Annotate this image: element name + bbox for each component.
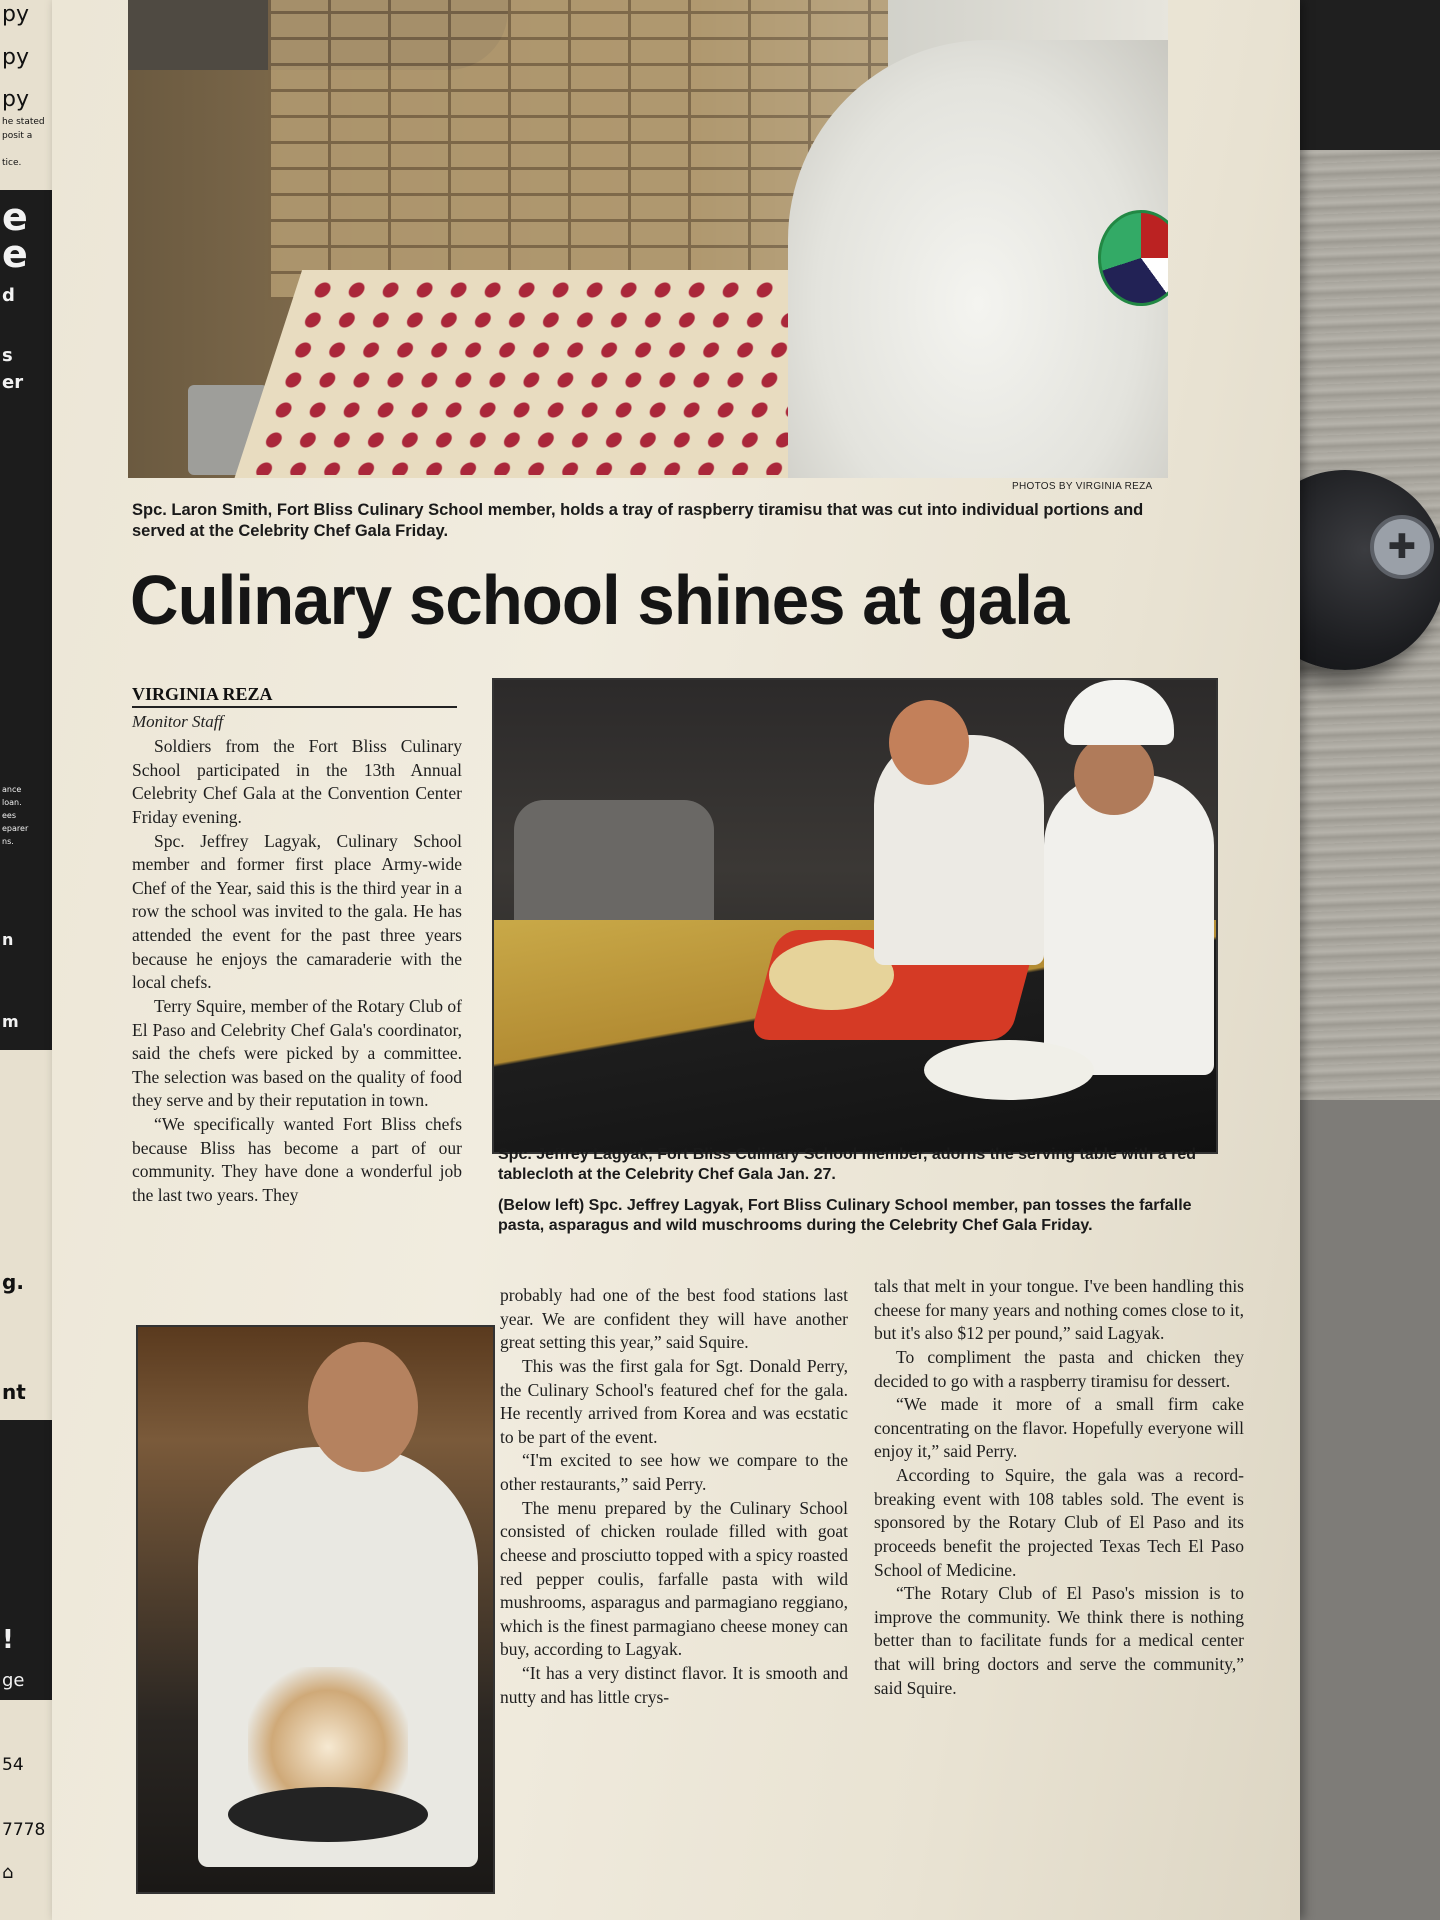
- byline-role: Monitor Staff: [132, 712, 224, 731]
- caption-below-left-photo: (Below left) Spc. Jeffrey Lagyak, Fort Bliss Culinary School member, pan tosses the farfalle pasta, asparagus and wild muschrooms during the Celebrity Chef Gala Friday.: [498, 1197, 1192, 1234]
- fragment: n: [2, 930, 14, 949]
- fragment: nt: [2, 1380, 26, 1404]
- fragment: eparer: [2, 824, 29, 833]
- paragraph: “We specifically wanted Fort Bliss chefs because Bliss has become a part of our community. They have done a wonderful job the last two years. They: [132, 1114, 462, 1205]
- fragment: posit a: [2, 131, 33, 141]
- fragment: ge: [2, 1670, 25, 1691]
- paragraph: “The Rotary Club of El Paso's mission is to improve the community. We think there is nothing better than to facilitate funds for a medical center that will bring doctors and serve the community,” said Squire.: [874, 1583, 1244, 1698]
- caption-middle-photo: Spc. Jeffrey Lagyak, Fort Bliss Culinary School member, adorns the serving table with a red tablecloth at the Celebrity Chef Gala Jan. 27.: [498, 1146, 1196, 1183]
- fragment: d: [2, 285, 15, 306]
- paragraph: Terry Squire, member of the Rotary Club of El Paso and Celebrity Chef Gala's coordinator, said the chefs were picked by a committee. The selection was based on the quality of food they serve and by their reputation in town.: [132, 995, 462, 1111]
- fragment: !: [2, 1625, 14, 1655]
- fragment: loan.: [2, 798, 22, 807]
- photo-serving-table: [492, 678, 1218, 1154]
- fragment: 7778: [2, 1820, 46, 1840]
- fragment: tice.: [2, 158, 22, 168]
- paragraph: “We made it more of a small firm cake concentrating on the flavor. Hopefully everyone will enjoy it,” said Perry.: [874, 1394, 1244, 1462]
- headline: Culinary school shines at gala: [130, 561, 1069, 639]
- caption-top-photo: Spc. Laron Smith, Fort Bliss Culinary School member, holds a tray of raspberry tiramisu that was cut into individual portions and served at the Celebrity Chef Gala Friday.: [132, 501, 1144, 540]
- byline: VIRGINIA REZA: [132, 684, 457, 708]
- article-column-3: [874, 1275, 1244, 1700]
- chef-male-head: [889, 700, 969, 785]
- fragment: e: [2, 232, 28, 276]
- fragment: m: [2, 1012, 19, 1031]
- fragment: s: [2, 345, 13, 366]
- chef-female-head: [1074, 735, 1154, 815]
- fragment: py: [2, 2, 29, 27]
- pan: [228, 1787, 428, 1842]
- plate: [924, 1040, 1094, 1100]
- paragraph: Spc. Jeffrey Lagyak, Culinary School member and former first place Army-wide Chef of the Year, said this is the third year in a row the school was invited to the gala. He has attended the event for the past three years because he enjoys the camaraderie with the local chefs.: [132, 830, 462, 993]
- photo-credit: PHOTOS BY VIRGINIA REZA: [1012, 481, 1153, 492]
- chef-head: [308, 1342, 418, 1472]
- black-box: [0, 1420, 56, 1700]
- photo-tiramisu-tray: [128, 0, 1168, 478]
- plus-screw-icon: ✚: [1370, 515, 1434, 579]
- paragraph: “I'm excited to see how we compare to the other restaurants,” said Perry.: [500, 1450, 848, 1494]
- article-column-2: [500, 1284, 848, 1709]
- fragment: he stated: [2, 117, 45, 127]
- black-box: [0, 470, 56, 1050]
- fragment: g.: [2, 1270, 24, 1294]
- previous-page-margin: [0, 0, 58, 1920]
- home-icon: ⌂: [2, 1862, 14, 1883]
- paragraph: This was the first gala for Sgt. Donald Perry, the Culinary School's featured chef for the gala. He recently arrived from Korea and was ecstatic to be part of the event.: [500, 1355, 848, 1447]
- paragraph: According to Squire, the gala was a record-breaking event with 108 tables sold. The event is sponsored by the Rotary Club of El Paso and its proceeds benefit the projected Texas Tech El Paso School of Medicine.: [874, 1465, 1244, 1580]
- fragment: er: [2, 372, 24, 393]
- fragment: py: [2, 45, 29, 70]
- paragraph: probably had one of the best food stations last year. We are confident they will have another great setting this year,” said Squire.: [500, 1285, 848, 1353]
- fragment: py: [2, 87, 29, 112]
- fragment: e: [2, 195, 28, 239]
- fragment: ance: [2, 785, 22, 794]
- paragraph: “It has a very distinct flavor. It is smooth and nutty and has little crys-: [500, 1663, 848, 1707]
- paragraph: Soldiers from the Fort Bliss Culinary School participated in the 13th Annual Celebrity Chef Gala at the Convention Center Friday evening.: [132, 736, 462, 827]
- paragraph: The menu prepared by the Culinary School consisted of chicken roulade filled with goat cheese and prosciutto topped with a spicy roasted red pepper coulis, farfalle pasta with wild mushrooms, asparagus and parmagiano reggiano, which is the finest parmagiano cheese money can buy, according to Lagyak.: [500, 1497, 848, 1660]
- chef-hat: [1064, 680, 1174, 745]
- paragraph: tals that melt in your tongue. I've been handling this cheese for many years and nothing comes close to it, but it's also $12 per pound,” said Lagyak.: [874, 1276, 1244, 1344]
- photo-pan-toss: [136, 1325, 495, 1894]
- fragment: 54: [2, 1755, 24, 1775]
- chef-female: [1044, 775, 1214, 1075]
- article-column-1: [132, 735, 462, 1208]
- fragment: ees: [2, 811, 17, 820]
- fragment: ns.: [2, 837, 14, 846]
- newspaper-clipping: [52, 0, 1300, 1920]
- paragraph: To compliment the pasta and chicken they decided to go with a raspberry tiramisu for dessert.: [874, 1346, 1244, 1391]
